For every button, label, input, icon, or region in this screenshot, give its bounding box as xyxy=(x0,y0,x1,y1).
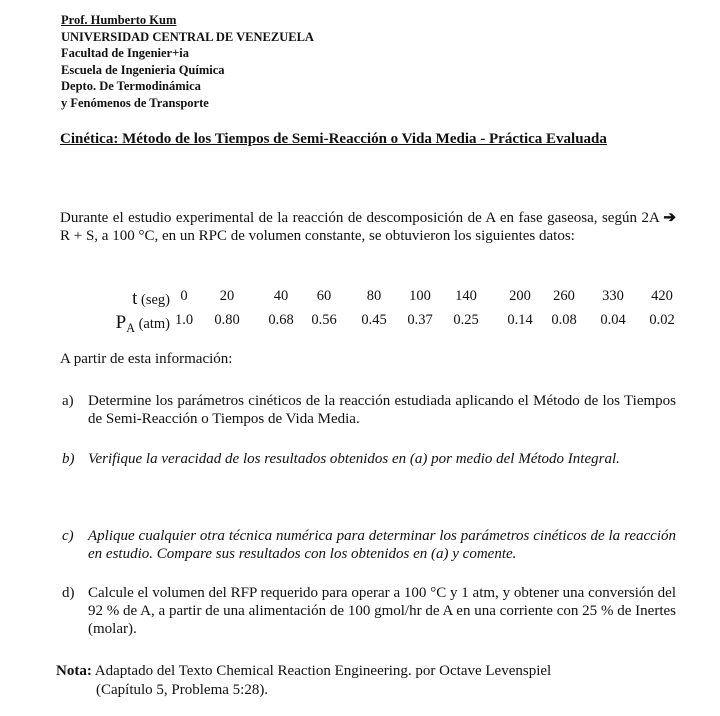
question-text: Determine los parámetros cinéticos de la reacción estudiada aplicando el Método de los Tiempos de Semi-Reacción o Tiempos de Vida Media. xyxy=(88,393,676,427)
pressure-value: 0.37 xyxy=(407,312,433,328)
question-label: b) xyxy=(62,451,75,467)
faculty-name: Facultad de Ingenier+ia xyxy=(61,46,189,60)
time-value: 260 xyxy=(553,288,575,304)
time-value: 40 xyxy=(273,288,289,304)
reaction-arrow-icon: ➔ xyxy=(663,210,676,226)
pressure-value: 0.68 xyxy=(268,312,294,328)
pressure-value: 1.0 xyxy=(174,312,194,328)
time-value: 420 xyxy=(651,288,673,304)
pressure-value: 0.14 xyxy=(507,312,533,328)
pressure-value: 0.02 xyxy=(649,312,675,328)
note-label: Nota: xyxy=(56,663,92,679)
note-reference: (Capítulo 5, Problema 5:28). xyxy=(96,682,269,698)
time-value: 60 xyxy=(316,288,332,304)
pressure-value: 0.80 xyxy=(214,312,240,328)
department-name-cont: y Fenómenos de Transporte xyxy=(61,95,209,110)
practice-title: Cinética: Método de los Tiempos de Semi-Reacción o Vida Media - Práctica Evaluada xyxy=(60,131,607,147)
question-text: Verifique la veracidad de los resultados obtenidos en (a) por medio del Método Integral. xyxy=(88,451,620,467)
time-value: 20 xyxy=(219,288,235,304)
pressure-row-label: $P_A$ (atm) xyxy=(115,312,170,335)
time-value: 80 xyxy=(366,288,382,304)
question-label: c) xyxy=(62,528,74,544)
university-name: UNIVERSIDAD CENTRAL DE VENEZUELA xyxy=(61,29,314,44)
time-value: 0 xyxy=(180,288,188,304)
professor-name: Prof. Humberto Kum xyxy=(61,13,177,27)
question-text: Calcule el volumen del RFP requerido para operar a 100 °C y 1 atm, y obtener una conversión del 92 % de A, a partir de una alimentación de 100 gmol/hr de A en una corriente con 25 % de Inertes (molar). xyxy=(88,585,676,637)
intro-text-part1: Durante el estudio experimental de la reacción de descomposición de A en fase gaseosa, según 2A xyxy=(60,210,664,226)
pressure-value: 0.45 xyxy=(361,312,387,328)
intro-text-part2: R + S, a 100 °C, en un RPC de volumen constante, se obtuvieron los siguientes datos: xyxy=(60,228,575,244)
time-value: 100 xyxy=(409,288,431,304)
pressure-value: 0.25 xyxy=(453,312,479,328)
question-label: d) xyxy=(62,585,75,601)
time-row-label: t (seg) xyxy=(132,288,170,309)
question-text: Aplique cualquier otra técnica numérica para determinar los parámetros cinéticos de la reacción en estudio. Compare sus resultados con los obtenidos en (a) y comente. xyxy=(88,528,676,562)
time-value: 200 xyxy=(509,288,531,304)
note-block xyxy=(56,662,551,700)
pressure-value: 0.04 xyxy=(600,312,626,328)
pressure-value: 0.08 xyxy=(551,312,577,328)
school-name: Escuela de Ingenieria Química xyxy=(61,62,225,77)
note-source: Adaptado del Texto Chemical Reaction Engineering. por Octave Levenspiel xyxy=(91,663,552,679)
intro-paragraph xyxy=(60,209,676,245)
header-block xyxy=(61,12,314,111)
pressure-value: 0.56 xyxy=(311,312,337,328)
time-value: 140 xyxy=(455,288,477,304)
question-label: a) xyxy=(62,393,74,409)
time-value: 330 xyxy=(602,288,624,304)
department-name: Depto. De Termodinámica xyxy=(61,79,201,93)
from-info-text: A partir de esta información: xyxy=(60,351,233,367)
